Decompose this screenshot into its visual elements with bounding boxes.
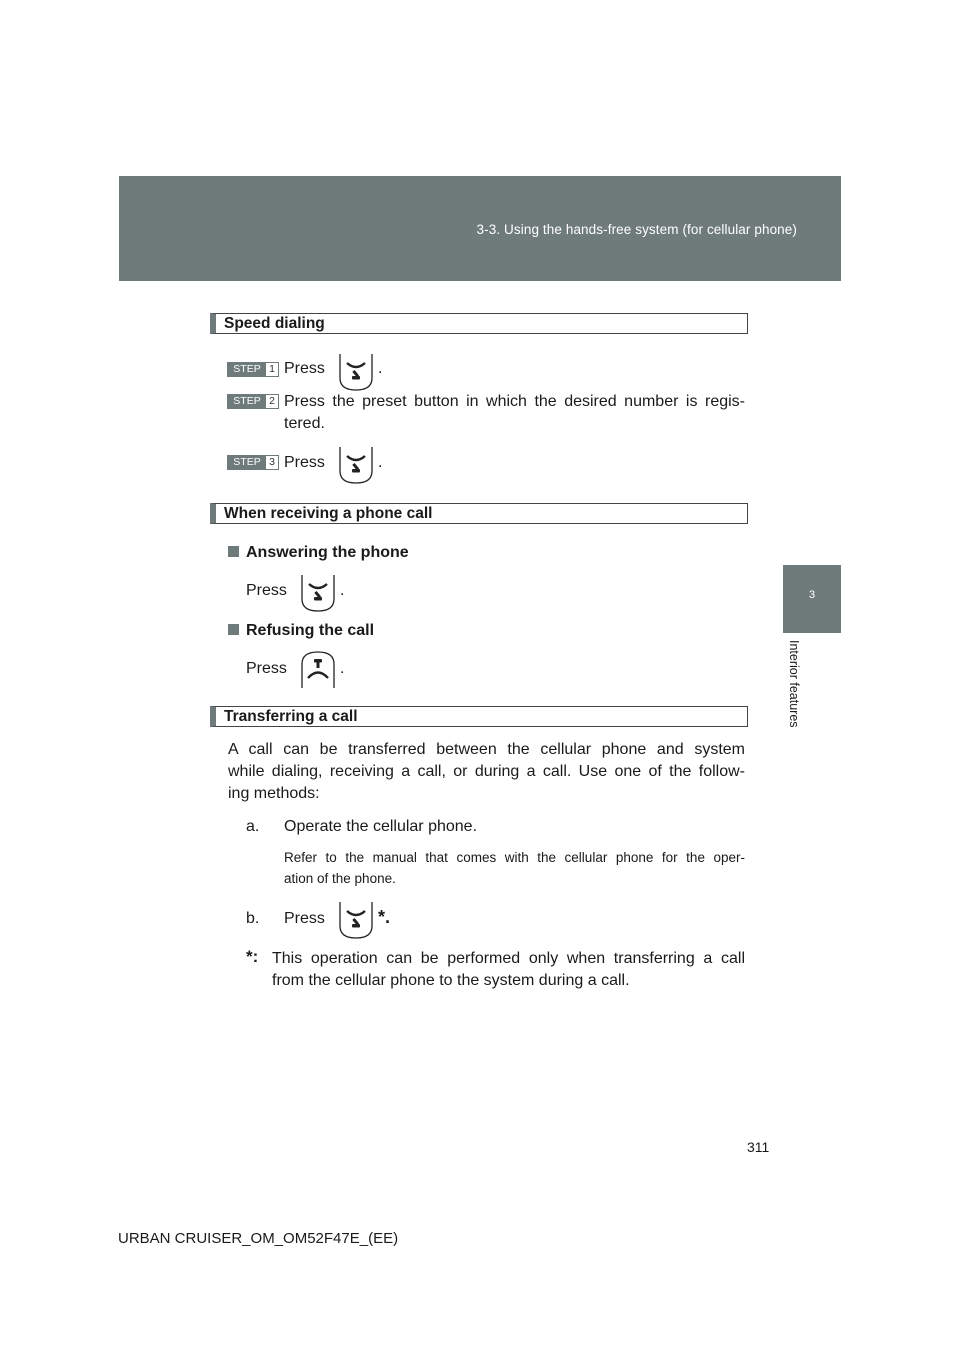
option-a-note-line2: ation of the phone.	[284, 871, 396, 886]
chapter-tab	[783, 565, 841, 633]
phone-on-hook-icon	[296, 648, 340, 692]
transfer-intro-line1: A call can be transferred between the cellular phone and system	[228, 741, 745, 758]
step-number: 2	[266, 395, 278, 408]
subheading-answering	[228, 542, 409, 564]
subheading-refusing	[228, 620, 374, 642]
option-a-note-line1: Refer to the manual that comes with the cellular phone for the oper-	[284, 850, 745, 865]
option-b-text: Press	[284, 910, 325, 927]
option-a-marker: a.	[246, 818, 260, 835]
step-word: STEP	[228, 456, 266, 469]
footnote-line2: from the cellular phone to the system during a call.	[272, 972, 630, 989]
step-2-text-line1: Press the preset button in which the desired number is regis-	[284, 393, 745, 410]
footnote-line1: This operation can be performed only when transferring a call	[272, 950, 745, 967]
option-b-suffix: *.	[378, 907, 391, 927]
chapter-number: 3	[808, 589, 816, 601]
square-bullet-icon	[228, 624, 239, 635]
option-b-marker: b.	[246, 910, 260, 927]
section-heading-receiving	[210, 503, 748, 524]
step-badge-3	[227, 455, 279, 470]
square-bullet-icon	[228, 546, 239, 557]
refuse-text: Press	[246, 660, 287, 677]
step-number: 3	[266, 456, 278, 469]
section-heading-text: When receiving a phone call	[224, 505, 433, 522]
step-word: STEP	[228, 363, 266, 376]
step-badge-2	[227, 394, 279, 409]
section-heading-text: Speed dialing	[224, 315, 325, 332]
phone-off-hook-icon	[334, 350, 378, 394]
page-number: 311	[747, 1139, 770, 1155]
step-1-text: Press	[284, 360, 325, 377]
answer-suffix: .	[340, 582, 345, 599]
step-3-suffix: .	[378, 454, 383, 471]
step-3-text: Press	[284, 454, 325, 471]
subheading-text: Refusing the call	[246, 622, 375, 639]
section-heading-speed-dialing	[210, 313, 748, 334]
step-2-text-line2: tered.	[284, 415, 325, 432]
header-band	[119, 176, 841, 281]
answer-text: Press	[246, 582, 287, 599]
step-word: STEP	[228, 395, 266, 408]
section-heading-transferring	[210, 706, 748, 727]
phone-off-hook-icon	[296, 571, 340, 615]
option-a-text: Operate the cellular phone.	[284, 818, 478, 835]
subheading-text: Answering the phone	[246, 544, 409, 561]
refuse-suffix: .	[340, 660, 345, 677]
footnote-marker: *:	[246, 947, 259, 966]
footer-code: URBAN CRUISER_OM_OM52F47E_(EE)	[118, 1230, 399, 1247]
phone-off-hook-icon	[334, 898, 378, 942]
step-badge-1	[227, 362, 279, 377]
transfer-intro-line2: while dialing, receiving a call, or during a call. Use one of the follow-	[228, 763, 745, 780]
page-header-title: 3-3. Using the hands-free system (for cellular phone)	[476, 222, 797, 237]
section-heading-text: Transferring a call	[224, 708, 358, 725]
phone-off-hook-icon	[334, 443, 378, 487]
chapter-label: Interior features	[787, 640, 801, 728]
step-number: 1	[266, 363, 278, 376]
step-1-suffix: .	[378, 360, 383, 377]
transfer-intro-line3: ing methods:	[228, 785, 320, 802]
